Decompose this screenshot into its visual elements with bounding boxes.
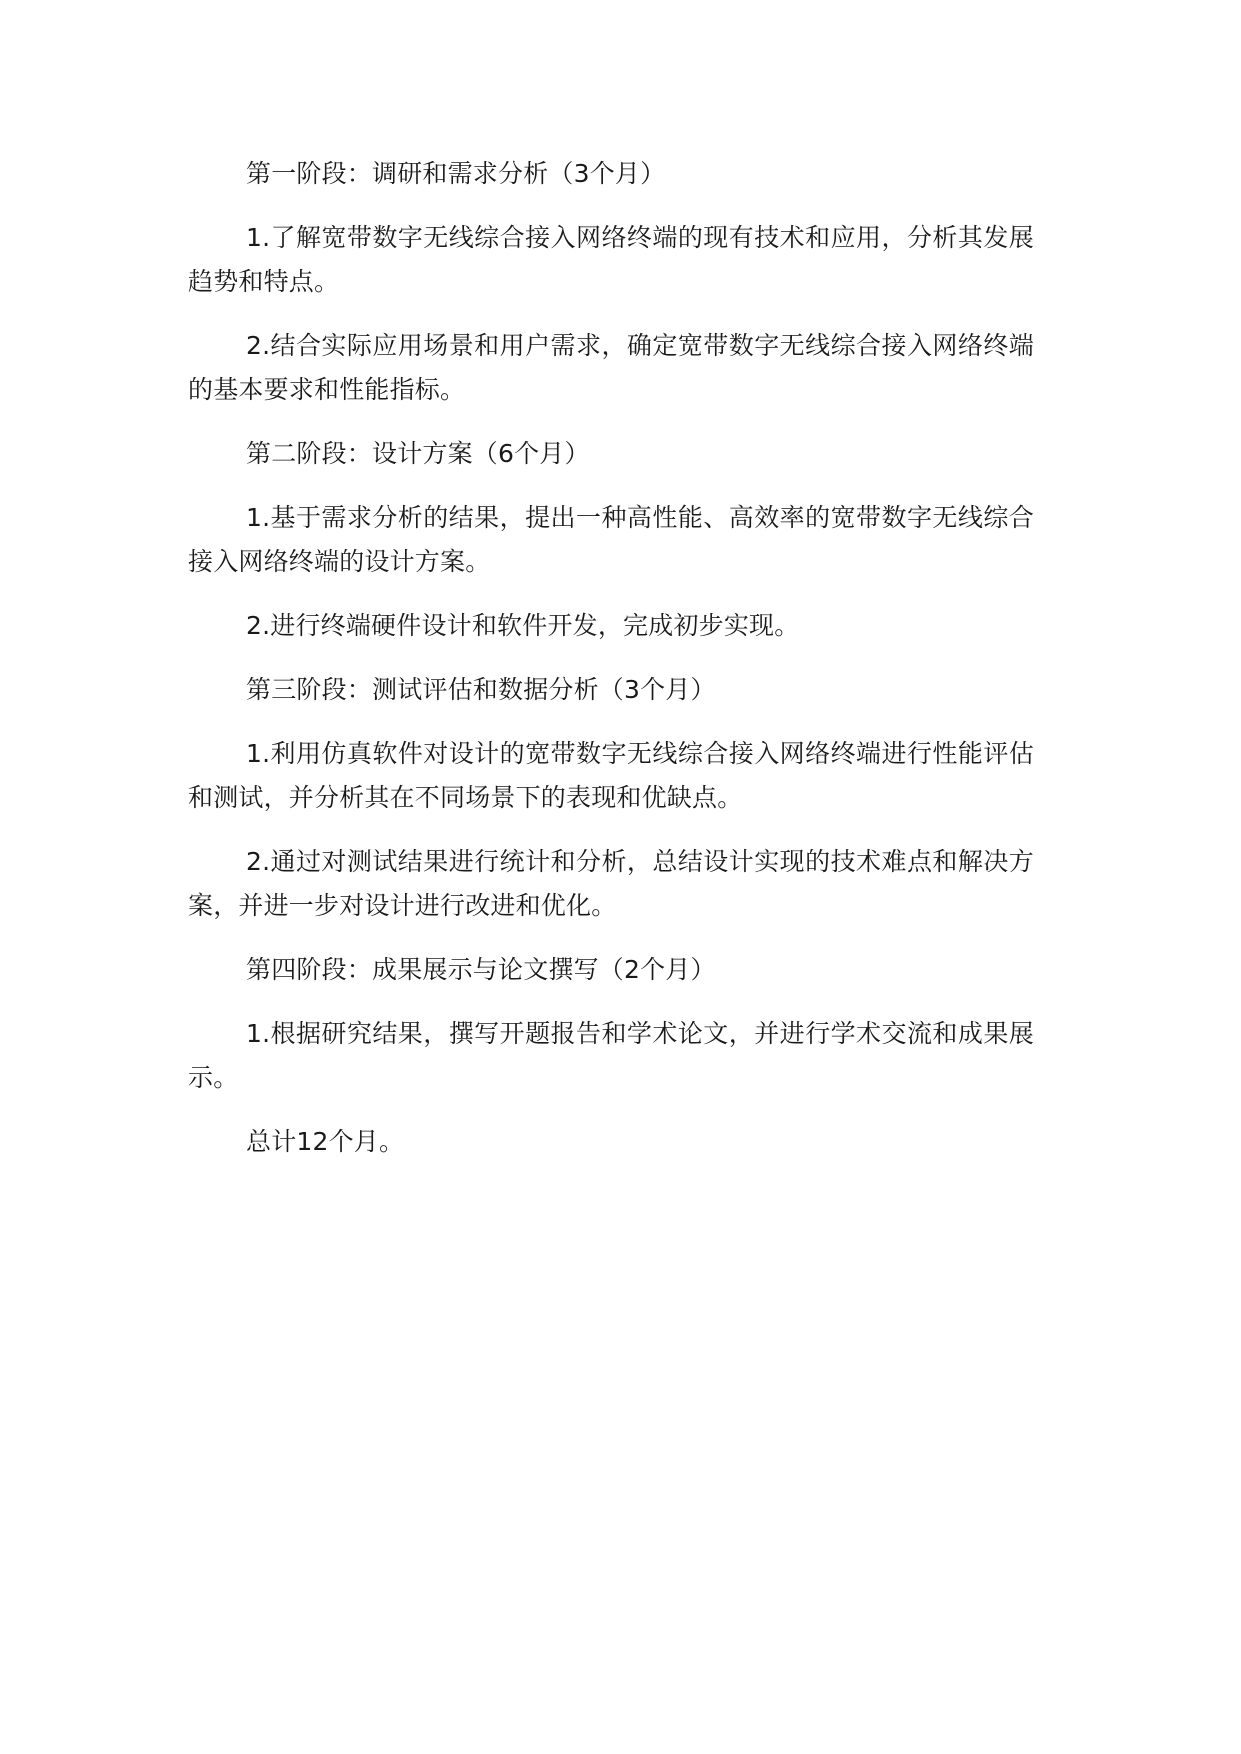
stage-4-heading: 第四阶段：成果展示与论文撰写（2个月）	[246, 955, 716, 984]
stage-1-item-1: 1.了解宽带数字无线综合接入网络终端的现有技术和应用，分析其发展趋势和特点。	[188, 223, 1034, 296]
stage-2-heading: 第二阶段：设计方案（6个月）	[246, 439, 590, 468]
stage-4-item-1: 1.根据研究结果，撰写开题报告和学术论文，并进行学术交流和成果展示。	[188, 1019, 1034, 1092]
stage-2-item-2: 2.进行终端硬件设计和软件开发，完成初步实现。	[246, 611, 800, 640]
stage-3-item-2: 2.通过对测试结果进行统计和分析，总结设计实现的技术难点和解决方案，并进一步对设计进行改进和优化。	[188, 847, 1034, 920]
stage-1-item-2: 2.结合实际应用场景和用户需求，确定宽带数字无线综合接入网络终端的基本要求和性能指标。	[188, 331, 1034, 404]
stage-3-item-1: 1.利用仿真软件对设计的宽带数字无线综合接入网络终端进行性能评估和测试，并分析其在不同场景下的表现和优缺点。	[188, 739, 1034, 812]
stage-3-heading: 第三阶段：测试评估和数据分析（3个月）	[246, 675, 716, 704]
stage-1-heading: 第一阶段：调研和需求分析（3个月）	[246, 159, 666, 188]
total-duration: 总计12个月。	[246, 1127, 405, 1156]
stage-2-item-1: 1.基于需求分析的结果，提出一种高性能、高效率的宽带数字无线综合接入网络终端的设计方案。	[188, 503, 1034, 576]
document-body	[188, 152, 1034, 1184]
